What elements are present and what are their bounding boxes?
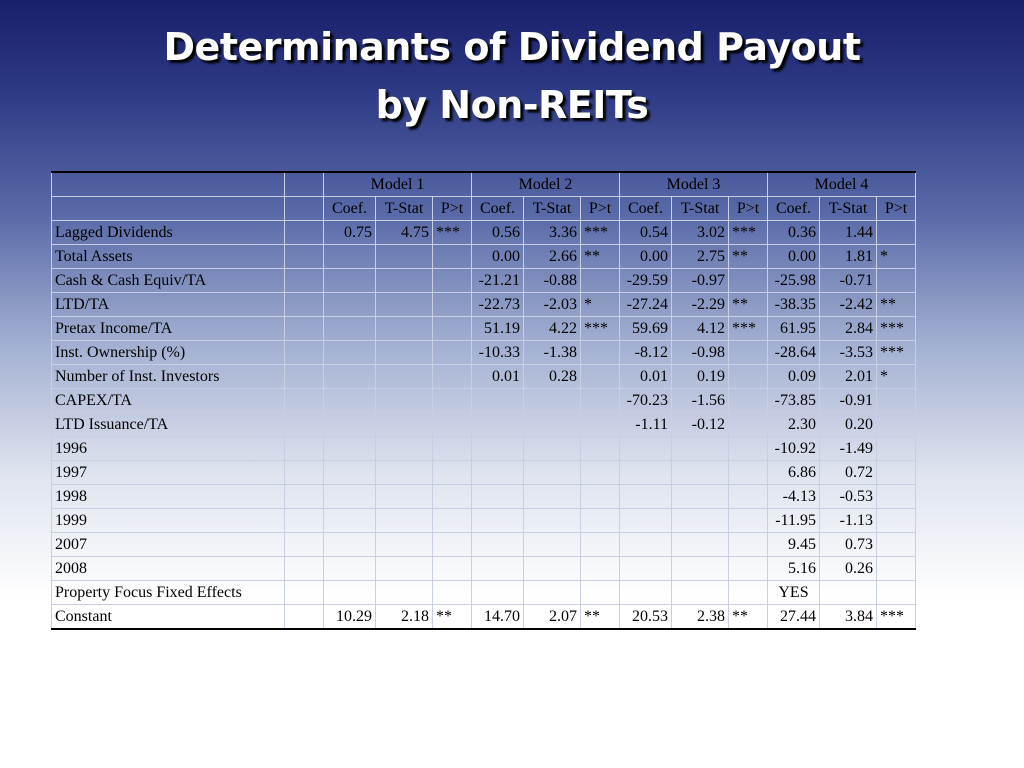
spacer-cell <box>285 317 324 341</box>
tstat-cell: 3.84 <box>820 605 877 630</box>
coef-header: Coef. <box>620 197 672 221</box>
significance-cell <box>877 437 916 461</box>
coef-cell: 6.86 <box>768 461 820 485</box>
tstat-cell <box>524 533 581 557</box>
significance-cell <box>729 269 768 293</box>
tstat-cell: -0.88 <box>524 269 581 293</box>
coef-cell: 2.30 <box>768 413 820 437</box>
table-row <box>52 605 916 630</box>
tstat-cell <box>376 245 433 269</box>
coef-cell <box>324 461 376 485</box>
significance-cell <box>433 341 472 365</box>
slide-title <box>0 18 1024 134</box>
coef-cell: 0.01 <box>620 365 672 389</box>
table-row <box>52 413 916 437</box>
significance-cell: * <box>581 293 620 317</box>
header-blank-cell <box>285 172 324 197</box>
tstat-cell <box>376 437 433 461</box>
header-blank-cell <box>52 197 285 221</box>
coef-cell <box>324 245 376 269</box>
variable-label: Inst. Ownership (%) <box>52 341 285 365</box>
header-blank-cell <box>285 197 324 221</box>
tstat-cell: 2.75 <box>672 245 729 269</box>
spacer-cell <box>285 581 324 605</box>
slide-title-line-1: Determinants of Dividend Payout <box>163 25 861 69</box>
tstat-cell: 0.73 <box>820 533 877 557</box>
coef-cell: 0.00 <box>620 245 672 269</box>
coef-header: Coef. <box>472 197 524 221</box>
slide-title-line-2: by Non-REITs <box>375 83 649 127</box>
coef-cell: 51.19 <box>472 317 524 341</box>
variable-label: 1999 <box>52 509 285 533</box>
coef-cell: -10.33 <box>472 341 524 365</box>
coef-cell <box>324 413 376 437</box>
coef-cell <box>472 437 524 461</box>
coef-cell <box>472 557 524 581</box>
coef-cell: 61.95 <box>768 317 820 341</box>
tstat-cell: 2.38 <box>672 605 729 630</box>
tstat-cell: 2.07 <box>524 605 581 630</box>
significance-cell <box>877 533 916 557</box>
significance-cell: ** <box>729 245 768 269</box>
coef-cell <box>620 557 672 581</box>
spacer-cell <box>285 293 324 317</box>
significance-cell <box>433 557 472 581</box>
variable-label: LTD Issuance/TA <box>52 413 285 437</box>
variable-label: Lagged Dividends <box>52 221 285 245</box>
table-row <box>52 509 916 533</box>
significance-cell <box>433 485 472 509</box>
significance-cell: * <box>877 245 916 269</box>
coef-cell: -38.35 <box>768 293 820 317</box>
coef-cell: 10.29 <box>324 605 376 630</box>
significance-cell <box>433 317 472 341</box>
coef-cell <box>324 581 376 605</box>
coef-cell: 0.00 <box>768 245 820 269</box>
significance-cell: *** <box>877 317 916 341</box>
significance-cell: ** <box>581 245 620 269</box>
significance-cell <box>877 221 916 245</box>
coef-cell <box>324 485 376 509</box>
spacer-cell <box>285 413 324 437</box>
variable-label: 1997 <box>52 461 285 485</box>
tstat-cell <box>672 509 729 533</box>
significance-cell <box>729 341 768 365</box>
coef-cell: 27.44 <box>768 605 820 630</box>
table-row <box>52 557 916 581</box>
significance-cell <box>729 581 768 605</box>
tstat-cell <box>672 557 729 581</box>
tstat-cell: 2.66 <box>524 245 581 269</box>
table-row <box>52 317 916 341</box>
tstat-cell <box>524 437 581 461</box>
coef-cell: -10.92 <box>768 437 820 461</box>
spacer-cell <box>285 533 324 557</box>
coef-cell <box>324 317 376 341</box>
coef-cell <box>620 509 672 533</box>
significance-cell <box>433 389 472 413</box>
tstat-cell <box>672 437 729 461</box>
significance-cell <box>581 341 620 365</box>
coef-cell <box>472 413 524 437</box>
table-row <box>52 437 916 461</box>
significance-cell <box>877 485 916 509</box>
variable-label: CAPEX/TA <box>52 389 285 413</box>
model-4-header: Model 4 <box>768 172 916 197</box>
spacer-cell <box>285 605 324 630</box>
significance-cell <box>877 413 916 437</box>
significance-cell: *** <box>877 605 916 630</box>
coef-cell <box>324 341 376 365</box>
table-row <box>52 581 916 605</box>
significance-cell <box>729 365 768 389</box>
pvalue-header: P>t <box>877 197 916 221</box>
tstat-cell: 1.81 <box>820 245 877 269</box>
spacer-cell <box>285 269 324 293</box>
significance-cell <box>433 509 472 533</box>
tstat-cell: 4.22 <box>524 317 581 341</box>
significance-cell <box>433 581 472 605</box>
variable-label: 1998 <box>52 485 285 509</box>
tstat-cell <box>376 365 433 389</box>
table-row <box>52 365 916 389</box>
coef-cell <box>472 509 524 533</box>
table-row <box>52 485 916 509</box>
spacer-cell <box>285 461 324 485</box>
significance-cell: ** <box>581 605 620 630</box>
spacer-cell <box>285 557 324 581</box>
coef-cell: -8.12 <box>620 341 672 365</box>
tstat-header: T-Stat <box>524 197 581 221</box>
table-row <box>52 341 916 365</box>
coef-cell: 0.56 <box>472 221 524 245</box>
significance-cell <box>433 293 472 317</box>
significance-cell: ** <box>729 293 768 317</box>
coef-header: Coef. <box>324 197 376 221</box>
tstat-cell <box>524 485 581 509</box>
coef-cell <box>472 461 524 485</box>
variable-label: Property Focus Fixed Effects <box>52 581 285 605</box>
coef-cell <box>324 533 376 557</box>
variable-label: 2008 <box>52 557 285 581</box>
tstat-cell: -3.53 <box>820 341 877 365</box>
significance-cell <box>581 557 620 581</box>
coef-cell <box>472 485 524 509</box>
significance-cell: *** <box>433 221 472 245</box>
significance-cell <box>433 533 472 557</box>
tstat-cell: 0.26 <box>820 557 877 581</box>
header-blank-cell <box>52 172 285 197</box>
significance-cell <box>729 461 768 485</box>
spacer-cell <box>285 437 324 461</box>
tstat-cell <box>376 341 433 365</box>
coef-cell: -11.95 <box>768 509 820 533</box>
significance-cell <box>433 437 472 461</box>
model-2-header: Model 2 <box>472 172 620 197</box>
coef-cell <box>620 581 672 605</box>
coef-cell: 0.36 <box>768 221 820 245</box>
tstat-cell: -2.03 <box>524 293 581 317</box>
coef-cell <box>324 365 376 389</box>
coef-cell: 0.54 <box>620 221 672 245</box>
table-row <box>52 293 916 317</box>
tstat-header: T-Stat <box>672 197 729 221</box>
tstat-cell: -0.71 <box>820 269 877 293</box>
tstat-cell: -0.97 <box>672 269 729 293</box>
significance-cell <box>581 437 620 461</box>
table-row <box>52 461 916 485</box>
tstat-cell: -2.29 <box>672 293 729 317</box>
coef-cell: 0.75 <box>324 221 376 245</box>
significance-cell: ** <box>433 605 472 630</box>
variable-label: Pretax Income/TA <box>52 317 285 341</box>
tstat-cell <box>524 581 581 605</box>
coef-cell <box>620 485 672 509</box>
significance-cell <box>581 389 620 413</box>
table-row <box>52 533 916 557</box>
tstat-cell <box>376 317 433 341</box>
variable-label: Number of Inst. Investors <box>52 365 285 389</box>
variable-label: 2007 <box>52 533 285 557</box>
tstat-cell: -1.38 <box>524 341 581 365</box>
tstat-cell: -0.53 <box>820 485 877 509</box>
coef-cell: 9.45 <box>768 533 820 557</box>
significance-cell <box>581 413 620 437</box>
significance-cell: *** <box>729 317 768 341</box>
significance-cell <box>877 581 916 605</box>
tstat-cell <box>672 461 729 485</box>
coef-cell: -27.24 <box>620 293 672 317</box>
significance-cell <box>729 557 768 581</box>
coef-cell <box>472 533 524 557</box>
coef-cell <box>472 389 524 413</box>
significance-cell <box>433 365 472 389</box>
tstat-cell: -2.42 <box>820 293 877 317</box>
tstat-cell <box>672 485 729 509</box>
significance-cell <box>433 413 472 437</box>
spacer-cell <box>285 389 324 413</box>
significance-cell <box>581 461 620 485</box>
tstat-cell <box>376 533 433 557</box>
tstat-cell: 0.19 <box>672 365 729 389</box>
tstat-cell <box>376 461 433 485</box>
coef-cell: -25.98 <box>768 269 820 293</box>
significance-cell <box>877 269 916 293</box>
variable-label: LTD/TA <box>52 293 285 317</box>
significance-cell <box>433 461 472 485</box>
significance-cell <box>877 461 916 485</box>
tstat-cell <box>376 413 433 437</box>
significance-cell <box>877 389 916 413</box>
significance-cell: * <box>877 365 916 389</box>
tstat-cell: 1.44 <box>820 221 877 245</box>
significance-cell: ** <box>729 605 768 630</box>
tstat-cell <box>376 485 433 509</box>
coef-cell: -21.21 <box>472 269 524 293</box>
significance-cell: ** <box>877 293 916 317</box>
tstat-cell: 2.18 <box>376 605 433 630</box>
spacer-cell <box>285 245 324 269</box>
coef-cell <box>620 533 672 557</box>
coef-cell <box>472 581 524 605</box>
significance-cell <box>433 269 472 293</box>
tstat-cell <box>524 461 581 485</box>
tstat-cell <box>376 269 433 293</box>
coef-cell: 0.00 <box>472 245 524 269</box>
coef-cell <box>324 509 376 533</box>
significance-cell <box>581 365 620 389</box>
subheader-row <box>52 197 916 221</box>
significance-cell: *** <box>877 341 916 365</box>
variable-label: Cash & Cash Equiv/TA <box>52 269 285 293</box>
tstat-cell: 0.72 <box>820 461 877 485</box>
pvalue-header: P>t <box>581 197 620 221</box>
coef-cell: 5.16 <box>768 557 820 581</box>
tstat-cell: -0.91 <box>820 389 877 413</box>
significance-cell <box>581 485 620 509</box>
spacer-cell <box>285 221 324 245</box>
coef-cell: 20.53 <box>620 605 672 630</box>
coef-cell <box>324 269 376 293</box>
tstat-header: T-Stat <box>820 197 877 221</box>
significance-cell <box>433 245 472 269</box>
coef-cell <box>620 461 672 485</box>
significance-cell <box>581 533 620 557</box>
tstat-cell <box>524 557 581 581</box>
significance-cell <box>581 581 620 605</box>
coef-cell: -22.73 <box>472 293 524 317</box>
tstat-cell <box>376 509 433 533</box>
spacer-cell <box>285 365 324 389</box>
coef-cell: 14.70 <box>472 605 524 630</box>
variable-label: 1996 <box>52 437 285 461</box>
coef-cell: YES <box>768 581 820 605</box>
table-row <box>52 221 916 245</box>
coef-cell <box>324 557 376 581</box>
coef-cell: 59.69 <box>620 317 672 341</box>
significance-cell <box>581 269 620 293</box>
significance-cell <box>581 509 620 533</box>
significance-cell: *** <box>581 317 620 341</box>
significance-cell: *** <box>581 221 620 245</box>
coef-cell: 0.09 <box>768 365 820 389</box>
significance-cell <box>729 533 768 557</box>
pvalue-header: P>t <box>433 197 472 221</box>
model-1-header: Model 1 <box>324 172 472 197</box>
tstat-cell <box>672 533 729 557</box>
tstat-cell <box>376 557 433 581</box>
tstat-cell <box>524 509 581 533</box>
coef-cell <box>324 389 376 413</box>
tstat-cell: 2.01 <box>820 365 877 389</box>
significance-cell <box>729 437 768 461</box>
spacer-cell <box>285 341 324 365</box>
tstat-cell <box>376 581 433 605</box>
tstat-cell: 0.28 <box>524 365 581 389</box>
significance-cell <box>877 509 916 533</box>
tstat-cell: -0.98 <box>672 341 729 365</box>
coef-cell <box>620 437 672 461</box>
coef-cell: -1.11 <box>620 413 672 437</box>
table-row <box>52 269 916 293</box>
regression-table <box>51 171 916 630</box>
variable-label: Constant <box>52 605 285 630</box>
coef-cell: -70.23 <box>620 389 672 413</box>
coef-cell: 0.01 <box>472 365 524 389</box>
tstat-cell: 4.75 <box>376 221 433 245</box>
significance-cell <box>877 557 916 581</box>
spacer-cell <box>285 485 324 509</box>
tstat-cell: -0.12 <box>672 413 729 437</box>
tstat-cell <box>524 413 581 437</box>
significance-cell <box>729 389 768 413</box>
significance-cell <box>729 485 768 509</box>
tstat-cell: 0.20 <box>820 413 877 437</box>
tstat-cell: -1.49 <box>820 437 877 461</box>
variable-label: Total Assets <box>52 245 285 269</box>
tstat-cell: 4.12 <box>672 317 729 341</box>
tstat-cell <box>524 389 581 413</box>
model-header-row <box>52 172 916 197</box>
pvalue-header: P>t <box>729 197 768 221</box>
significance-cell: *** <box>729 221 768 245</box>
tstat-cell: -1.13 <box>820 509 877 533</box>
spacer-cell <box>285 509 324 533</box>
tstat-cell: 2.84 <box>820 317 877 341</box>
coef-cell <box>324 437 376 461</box>
tstat-header: T-Stat <box>376 197 433 221</box>
coef-cell: -73.85 <box>768 389 820 413</box>
model-3-header: Model 3 <box>620 172 768 197</box>
table-row <box>52 245 916 269</box>
coef-header: Coef. <box>768 197 820 221</box>
tstat-cell <box>376 389 433 413</box>
coef-cell: -29.59 <box>620 269 672 293</box>
tstat-cell: 3.02 <box>672 221 729 245</box>
tstat-cell: -1.56 <box>672 389 729 413</box>
tstat-cell: 3.36 <box>524 221 581 245</box>
coef-cell: -28.64 <box>768 341 820 365</box>
tstat-cell <box>672 581 729 605</box>
coef-cell <box>324 293 376 317</box>
tstat-cell <box>820 581 877 605</box>
coef-cell: -4.13 <box>768 485 820 509</box>
significance-cell <box>729 413 768 437</box>
significance-cell <box>729 509 768 533</box>
tstat-cell <box>376 293 433 317</box>
table-row <box>52 389 916 413</box>
